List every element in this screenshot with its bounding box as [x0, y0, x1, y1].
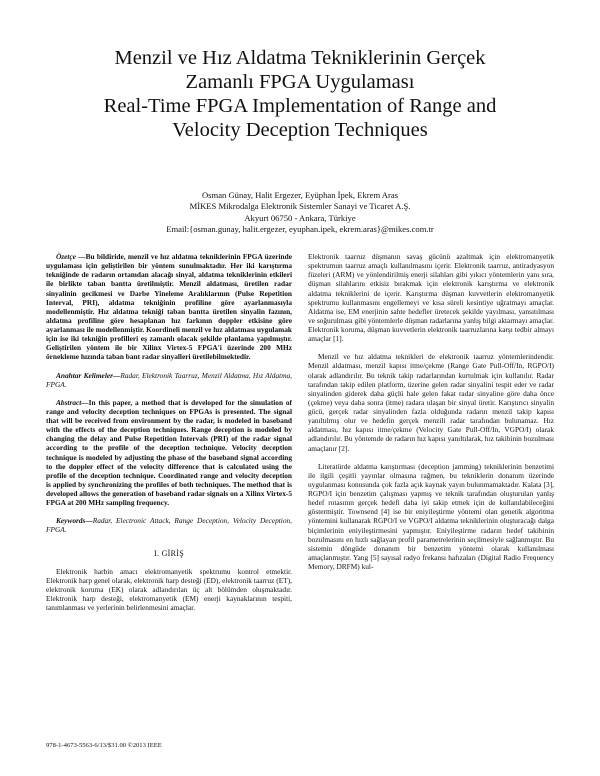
author-email: Email:{osman.gunay, halit.ergezer, eyuphan.ipek, ekrem.aras}@mikes.com.tr — [166, 224, 434, 235]
anahtar-text: Radar, Elektronik Taarruz, Menzil Aldatma, Hız Aldatma, FPGA. — [46, 370, 292, 389]
intro-paragraph: Elektronik harbin amacı elektromanyetik spektrumu kontrol etmektir. Elektronik harp genel olarak, elektronik harp desteği (ED), elektronik taarruz (ET), elektronik koruma (EK) olarak adlandırılan üç alt bölümden oluşmaktadır. Elektronik harp desteği, elektromanyetik (EM) enerji kaynaklarının tespiti, tanımlanması ve yerlerinin belirlenmesini amaçlar. — [46, 566, 292, 613]
right-paragraph-1: Elektronik taarruz düşmanın savaş gücünü azaltmak için elektromanyetik spektrumun taarruz amaçlı kullanılmasını içerir. Elektronik taarruz, antiradyasyon füzeleri (ARM) ve yönlendirilmiş enerji silahları gibi yıkıcı yöntemlerin yanı sıra, düşman silahlarını etkisiz bırakmak için elektronik karıştırma ve elektronik aldatma tekniklerini de içerir. Karıştırma düşman kuvvetlerin elektromanyetik spektrumu kullanmasını engellemeyi ve kısa süreli kesintiye uğratmayı amaçlar. Aldatma ise, EM enerjinin sahte hedefler üretecek şekilde yayılması, yansıtılması ve soğurulması gibi yöntemlerle düşman radarlarına yanlış bilgi aktarmayı amaçlar. Elektronik koruma, düşman kuvvetlerin elektronik taarruzlarına karşı tedbir almayı amaçlar [1]. — [308, 252, 554, 344]
copyright-footer: 978-1-4673-5563-6/13/$31.00 ©2013 IEEE — [46, 742, 162, 749]
right-paragraph-2: Menzil ve hız aldatma teknikleri de elektronik taarruz yöntemlerindendir. Menzil aldatması, menzil kapısı itme/çekme (Range Gate Pull-Off/In, RGPO/I) olarak adlandırılır. Bu teknik takip radarlarından kurtulmak için kullanılır. Radar tarafından takip edilen platform, üzerine gelen radar sinyalini tespit eder ve radar sinyalinden giderek daha güçlü hale gelen fakat radar sinyaline göre daha önce (çekme) veya daha sonra (itme) radara ulaşan bir sinyal üretir. Karıştırıcı sinyalin gücü, gerçek radar sinyalinden fazla olduğunda radarın menzil takip kapısı yanıltılmış olur ve hedefin gerçek menzili radar tarafından bulunamaz. Hız aldatması, hız kapısı itme/çekme (Velocity Gate Pull-Off/In, VGPO/I) olarak adlandırılır. Bu yöntemde de radarın hız kapısı yanıltılarak, hız takibinin bozulması amaçlanır [2]. — [308, 352, 554, 453]
title-line-2: Zamanlı FPGA Uygulaması — [185, 71, 415, 93]
right-paragraph-3: Literatürde aldatma karıştırması (deception jamming) tekniklerinin benzetimi ile ilgili çeşitli yayınlar olmasına rağmen, bu tekniklerin donanım üzerinde uygulanması konusunda çok fazla açık kaynak yayın bulunmamaktadır. Kalata [3], RGPO/I için benzetim çalışması yapmış ve teknik tarafından oluşturulan yanlış hedef rotasının gerçek hedefi daha iyi takip etmek için de kullanılabileceğini göstermiştir. Townsend [4] ise bir eniyileştirme yöntemi olan genetik algoritma yöntemini kullanarak RGPO/I ve VGPO/I aldatma tekniklerinin oluşturacağı dalga biçimlerinin eniyileştirmesini yapmıştır. Eniyileştirme radarın hedef takibinin bozulmasını en hızlı sağlayan profil parametrelerinin seçilmesiyle sağlanmıştır. Bu sistemin döngüde donanım bir benzetim yöntemi olarak kullanılması amaçlanmıştır. Yang [5] sayısal radyo frekansı hafızaları (Digital Radio Frequency Memory, DRFM) kul- — [308, 461, 554, 571]
title-line-4: Velocity Deception Techniques — [172, 119, 428, 141]
author-names: Osman Günay, Halit Ergezer, Eyüphan İpek, Ekrem Aras — [201, 190, 399, 200]
keywords-label: Keywords— — [56, 516, 93, 526]
left-column — [46, 252, 292, 612]
author-block — [40, 190, 560, 236]
ozetce-text: Bu bildiride, menzil ve hız aldatma tekniklerinin FPGA üzerinde uygulaması için geliştirilen bir yöntem sunulmaktadır. Her iki karıştırma tekniğinde de radarın ortamdan alacağı sinyal, aldatma tekniklerinin etkileri ile birlikte taban bantta üretilmiştir. Menzil aldatması, üretilen radar sinyalinin gecikmesi ve Darbe Yineleme Aralıklarının (Pulse Repetition Interval, PRI), aldatma tekniğinin profiline göre ayarlanmasıyla modellenmiştir. Hız aldatma tekniği taban bantta üretilen sinyalin fazının, aldatma profiline göre hesaplanan hız farkının doppler etkisine göre ayarlanması ile modellenmiştir. Koordineli menzil ve hız aldatması uygulamak için ise iki tekniğin profilleri eş zamanlı olacak şekilde planlama yapılmıştır. Geliştirilen yöntem ile bir Xilinx Virtex-5 FPGA'i üzerinde 200 MHz örnekleme hızında taban bant radar sinyalleri üretilebilmektedir. — [46, 252, 292, 362]
right-column — [308, 252, 554, 571]
keywords-paragraph — [46, 516, 292, 534]
author-address: Akyurt 06750 - Ankara, Türkiye — [244, 212, 356, 223]
title-line-3: Real-Time FPGA Implementation of Range and — [103, 95, 497, 117]
title-line-1: Menzil ve Hız Aldatma Tekniklerinin Gerçek — [114, 47, 486, 69]
ozetce-paragraph — [46, 252, 292, 362]
abstract-paragraph — [46, 398, 292, 508]
anahtar-paragraph — [46, 371, 292, 389]
author-affiliation: MİKES Mikrodalga Elektronik Sistemler Sanayi ve Ticaret A.Ş. — [189, 201, 411, 212]
paper-title — [40, 46, 560, 142]
keywords-text: Radar, Electronic Attack, Range Deception, Velocity Deception, FPGA. — [46, 516, 292, 535]
ozetce-label: Özetçe — — [56, 252, 86, 261]
anahtar-label: Anahtar Kelimeler— — [56, 370, 121, 380]
abstract-text: In this paper, a method that is developed for the simulation of range and velocity deception techniques on FPGAs is presented. The signal that will be received from environment by the radar, is modeled in baseband with the effects of the deception techniques. Range deception is modeled by changing the delay and Pulse Repetition Intervals (PRI) of the radar signal according to the profile of the deception technique. Velocity deception technique is modeled by adjusting the phase of the baseband signal according to the doppler effect of the velocity difference that is calculated using the profile of the deception technique. Coordinated range and velocity deception is applied by synchronizing the profiles of both techniques. The method that is developed allows the generation of baseband radar signals on a Xilinx Virtex-5 FPGA at 200 MHz sampling frequency. — [46, 397, 292, 508]
section-heading: I. GİRİŞ — [154, 548, 184, 558]
abstract-label: Abstract— — [56, 397, 89, 407]
